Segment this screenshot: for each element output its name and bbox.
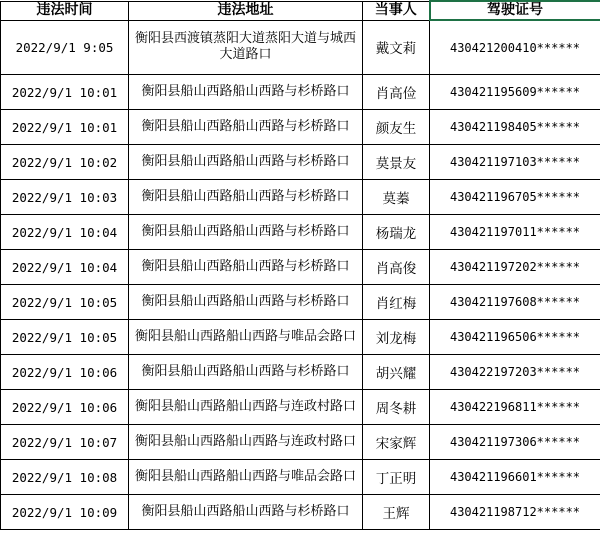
header-cell-address[interactable]: 违法地址 — [129, 1, 363, 20]
header-cell-party[interactable]: 当事人 — [363, 1, 430, 20]
header-cell-license[interactable]: 驾驶证号 — [430, 1, 600, 20]
cell-license[interactable]: 430421197608****** — [430, 285, 600, 320]
cell-license[interactable]: 430421196601****** — [430, 460, 600, 495]
cell-time[interactable]: 2022/9/1 10:04 — [1, 250, 129, 285]
table-row — [1, 20, 600, 75]
cell-license[interactable]: 430421197306****** — [430, 425, 600, 460]
cell-party[interactable]: 周冬耕 — [363, 390, 430, 425]
table-row — [1, 425, 600, 460]
cell-time[interactable]: 2022/9/1 10:05 — [1, 285, 129, 320]
cell-address[interactable]: 衡阳县船山西路船山西路与杉桥路口 — [129, 75, 363, 110]
cell-address[interactable]: 衡阳县船山西路船山西路与连政村路口 — [129, 425, 363, 460]
cell-party[interactable]: 戴文莉 — [363, 20, 430, 75]
cell-address[interactable]: 衡阳县船山西路船山西路与杉桥路口 — [129, 215, 363, 250]
table-row — [1, 285, 600, 320]
cell-time[interactable]: 2022/9/1 10:02 — [1, 145, 129, 180]
cell-license[interactable]: 430421200410****** — [430, 20, 600, 75]
cell-time[interactable]: 2022/9/1 10:05 — [1, 320, 129, 355]
cell-time[interactable]: 2022/9/1 10:08 — [1, 460, 129, 495]
cell-time[interactable]: 2022/9/1 10:01 — [1, 110, 129, 145]
cell-address[interactable]: 衡阳县船山西路船山西路与连政村路口 — [129, 390, 363, 425]
table-body — [1, 20, 600, 530]
cell-time[interactable]: 2022/9/1 10:01 — [1, 75, 129, 110]
cell-license[interactable]: 430421197103****** — [430, 145, 600, 180]
cell-party[interactable]: 胡兴耀 — [363, 355, 430, 390]
cell-party[interactable]: 王辉 — [363, 495, 430, 530]
table-row — [1, 355, 600, 390]
cell-time[interactable]: 2022/9/1 10:06 — [1, 355, 129, 390]
cell-license[interactable]: 430421198405****** — [430, 110, 600, 145]
table-row — [1, 250, 600, 285]
cell-party[interactable]: 肖红梅 — [363, 285, 430, 320]
cell-address[interactable]: 衡阳县船山西路船山西路与杉桥路口 — [129, 250, 363, 285]
cell-license[interactable]: 430421196705****** — [430, 180, 600, 215]
cell-address[interactable]: 衡阳县船山西路船山西路与杉桥路口 — [129, 110, 363, 145]
cell-time[interactable]: 2022/9/1 10:04 — [1, 215, 129, 250]
cell-party[interactable]: 莫景友 — [363, 145, 430, 180]
cell-party[interactable]: 肖高俭 — [363, 75, 430, 110]
cell-party[interactable]: 肖高俊 — [363, 250, 430, 285]
cell-license[interactable]: 430422197203****** — [430, 355, 600, 390]
cell-address[interactable]: 衡阳县船山西路船山西路与杉桥路口 — [129, 180, 363, 215]
cell-time[interactable]: 2022/9/1 10:07 — [1, 425, 129, 460]
cell-license[interactable]: 430421196506****** — [430, 320, 600, 355]
cell-address[interactable]: 衡阳县西渡镇蒸阳大道蒸阳大道与城西大道路口 — [129, 20, 363, 75]
cell-license[interactable]: 430422196811****** — [430, 390, 600, 425]
cell-address[interactable]: 衡阳县船山西路船山西路与杉桥路口 — [129, 355, 363, 390]
cell-license[interactable]: 430421195609****** — [430, 75, 600, 110]
cell-party[interactable]: 颜友生 — [363, 110, 430, 145]
header-row — [1, 1, 600, 20]
cell-license[interactable]: 430421197202****** — [430, 250, 600, 285]
table-row — [1, 180, 600, 215]
cell-license[interactable]: 430421198712****** — [430, 495, 600, 530]
cell-party[interactable]: 丁正明 — [363, 460, 430, 495]
cell-license[interactable]: 430421197011****** — [430, 215, 600, 250]
cell-time[interactable]: 2022/9/1 9:05 — [1, 20, 129, 75]
table-row — [1, 320, 600, 355]
cell-address[interactable]: 衡阳县船山西路船山西路与唯品会路口 — [129, 460, 363, 495]
table-row — [1, 495, 600, 530]
cell-address[interactable]: 衡阳县船山西路船山西路与唯品会路口 — [129, 320, 363, 355]
cell-party[interactable]: 莫蓁 — [363, 180, 430, 215]
cell-address[interactable]: 衡阳县船山西路船山西路与杉桥路口 — [129, 495, 363, 530]
cell-time[interactable]: 2022/9/1 10:06 — [1, 390, 129, 425]
header-cell-time[interactable]: 违法时间 — [1, 1, 129, 20]
cell-address[interactable]: 衡阳县船山西路船山西路与杉桥路口 — [129, 145, 363, 180]
cell-party[interactable]: 宋家辉 — [363, 425, 430, 460]
table-row — [1, 110, 600, 145]
table-row — [1, 215, 600, 250]
table-row — [1, 390, 600, 425]
table-row — [1, 145, 600, 180]
cell-time[interactable]: 2022/9/1 10:03 — [1, 180, 129, 215]
table-row — [1, 460, 600, 495]
cell-party[interactable]: 刘龙梅 — [363, 320, 430, 355]
cell-time[interactable]: 2022/9/1 10:09 — [1, 495, 129, 530]
cell-party[interactable]: 杨瑞龙 — [363, 215, 430, 250]
table-row — [1, 75, 600, 110]
cell-address[interactable]: 衡阳县船山西路船山西路与杉桥路口 — [129, 285, 363, 320]
